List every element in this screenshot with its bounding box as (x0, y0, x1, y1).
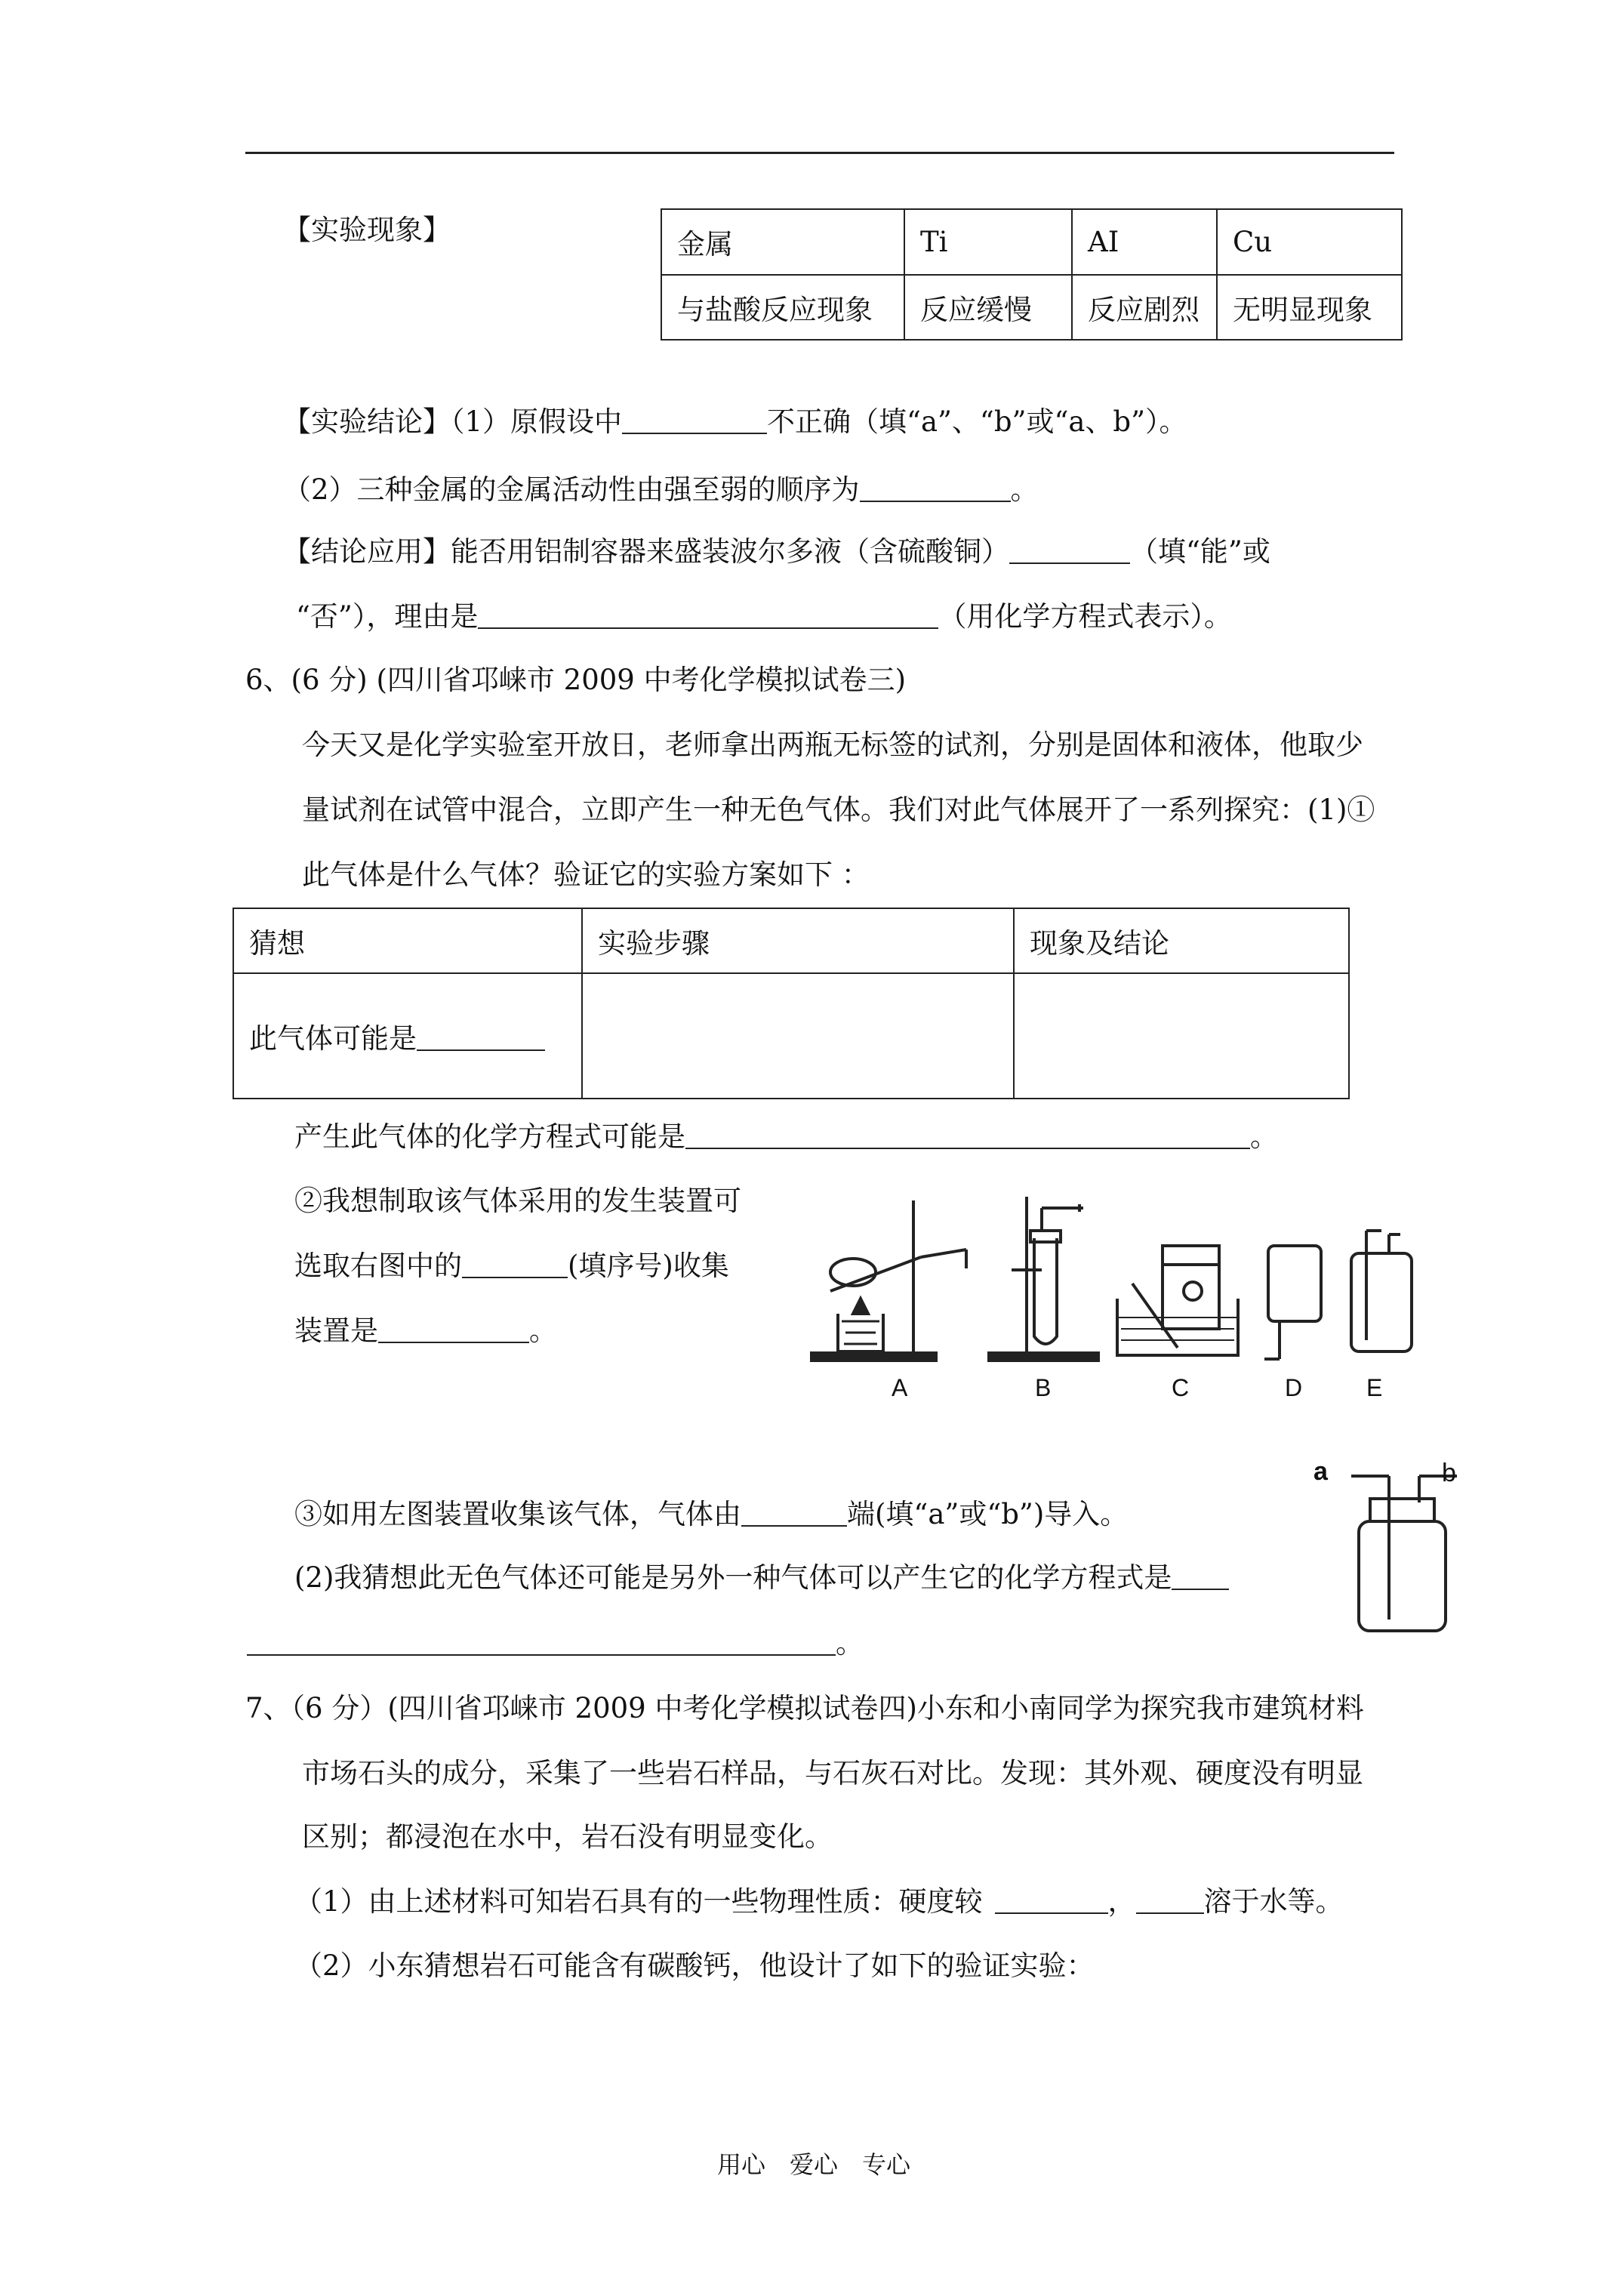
application-line-1 (283, 535, 1270, 568)
table-cell: Ti (904, 209, 1072, 275)
q7-sub1-text: （1）由上述材料可知岩石具有的一些物理性质：硬度较 (294, 1885, 983, 1918)
q7-sub2-line: （2）小东猜想岩石可能含有碳酸钙，他设计了如下的验证实验： (294, 1949, 1095, 1982)
apparatus-label: C (1172, 1374, 1190, 1401)
q6-heading: 6、(6 分) (四川省邛崃市 2009 中考化学模拟试卷三) (245, 664, 907, 696)
header-rule (245, 152, 1394, 154)
conclusion-line-1 (283, 405, 1187, 438)
application-line-2 (296, 600, 1232, 633)
answer-blank[interactable] (247, 1632, 836, 1656)
q6-sub2-line (294, 1314, 557, 1347)
application-text: “否”），理由是 (296, 600, 479, 633)
q6-sub2-line: ②我想制取该气体采用的发生装置可 (294, 1185, 741, 1217)
answer-blank[interactable] (462, 1254, 568, 1278)
q7-paragraph: 市场石头的成分，采集了一些岩石样品，与石灰石对比。发现：其外观、硬度没有明显 (302, 1757, 1363, 1789)
q6-sub2-text: 。 (529, 1314, 557, 1347)
q7-sub1-line (294, 1885, 1344, 1918)
q6-sub2-text: 装置是 (294, 1314, 378, 1347)
application-text: （用化学方程式表示）。 (938, 600, 1232, 633)
q6-part2-text: (2)我猜想此无色气体还可能是另外一种气体可以产生它的化学方程式是 (294, 1561, 1172, 1594)
hypothesis-table (233, 908, 1350, 1099)
apparatus-d (1264, 1246, 1321, 1359)
q6-paragraph: 量试剂在试管中混合，立即产生一种无色气体。我们对此气体展开了一系列探究：(1)① (302, 794, 1375, 826)
q6-sub2-line (294, 1252, 729, 1280)
answer-blank[interactable] (378, 1319, 529, 1343)
answer-blank[interactable] (741, 1502, 847, 1527)
q6-paragraph: 此气体是什么气体？验证它的实验方案如下 ： (302, 858, 870, 891)
conclusion-text: 。 (1010, 473, 1039, 506)
answer-blank[interactable] (622, 410, 767, 434)
apparatus-label: E (1366, 1374, 1383, 1401)
conclusion-text: （2）三种金属的金属活动性由强至弱的顺序为 (283, 473, 860, 506)
answer-blank[interactable] (995, 1890, 1108, 1914)
q7-sub1-text: 溶于水等。 (1203, 1885, 1344, 1918)
apparatus-b (989, 1197, 1098, 1361)
apparatus-label: B (1035, 1374, 1052, 1401)
table-cell: 猜想 (233, 908, 582, 973)
q6-sub3-text: 端(填“a”或“b”)导入。 (847, 1498, 1129, 1530)
table-cell: 金属 (661, 209, 904, 275)
q6-part2-text: 。 (836, 1627, 864, 1660)
conclusion-text: 不正确（填“a”、“b”或“a、b”）。 (767, 405, 1187, 438)
apparatus-e (1351, 1231, 1412, 1351)
table-cell: 实验步骤 (582, 908, 1014, 973)
q6-sub3-text: ③如用左图装置收集该气体，气体由 (294, 1498, 741, 1530)
q6-part2-continuation (247, 1627, 864, 1660)
table-cell (233, 973, 582, 1099)
q6-sub2-text: (填序号)收集 (568, 1250, 729, 1282)
q6-part2-line (294, 1561, 1229, 1594)
answer-blank[interactable] (1009, 540, 1130, 564)
table-cell: Cu (1217, 209, 1402, 275)
answer-blank[interactable] (860, 478, 1011, 502)
table-cell[interactable] (1014, 973, 1349, 1099)
table-cell[interactable] (582, 973, 1014, 1099)
page-footer: 用心 爱心 专心 (717, 2150, 911, 2179)
table-cell: AI (1072, 209, 1217, 275)
table-cell: 无明显现象 (1217, 275, 1402, 341)
answer-blank[interactable] (1172, 1566, 1229, 1590)
answer-blank[interactable] (478, 605, 938, 629)
table-cell: 反应剧烈 (1072, 275, 1217, 341)
q6-sub3-line (294, 1500, 1128, 1528)
q7-paragraph: 区别；都浸泡在水中，岩石没有明显变化。 (302, 1820, 833, 1853)
gas-bottle-figure (1329, 1457, 1480, 1638)
equation-line (294, 1120, 1278, 1153)
q7-heading: 7、（6 分）(四川省邛崃市 2009 中考化学模拟试卷四)小东和小南同学为探究我市建筑材料 (245, 1692, 1364, 1724)
apparatus-c (1117, 1246, 1238, 1355)
answer-blank[interactable] (685, 1125, 1250, 1149)
q6-sub2-text: 选取右图中的 (294, 1250, 462, 1282)
answer-blank[interactable] (1136, 1890, 1204, 1914)
application-text: 【结论应用】能否用铝制容器来盛装波尔多液（含硫酸铜） (283, 535, 1009, 568)
application-text: （填“能”或 (1130, 535, 1270, 568)
conclusion-line-2 (283, 473, 1039, 506)
answer-blank[interactable] (417, 1027, 545, 1051)
q7-sub1-text: ， (1107, 1885, 1136, 1918)
apparatus-label: A (892, 1374, 908, 1401)
hypothesis-text: 此气体可能是 (249, 1022, 417, 1055)
equation-text: 产生此气体的化学方程式可能是 (294, 1120, 685, 1153)
metal-reaction-table (661, 208, 1403, 341)
bottle-port-label: a (1313, 1457, 1328, 1486)
q6-paragraph: 今天又是化学实验室开放日，老师拿出两瓶无标签的试剂，分别是固体和液体，他取少 (302, 729, 1363, 761)
bottle-port-label: b (1442, 1459, 1456, 1487)
equation-text: 。 (1250, 1120, 1278, 1153)
apparatus-a (812, 1200, 966, 1361)
table-cell: 现象及结论 (1014, 908, 1349, 973)
table-cell: 与盐酸反应现象 (661, 275, 904, 341)
table-cell: 反应缓慢 (904, 275, 1072, 341)
section-phenomenon-label: 【实验现象】 (283, 214, 451, 246)
conclusion-text: 【实验结论】（1）原假设中 (283, 405, 623, 438)
apparatus-label: D (1285, 1374, 1303, 1401)
